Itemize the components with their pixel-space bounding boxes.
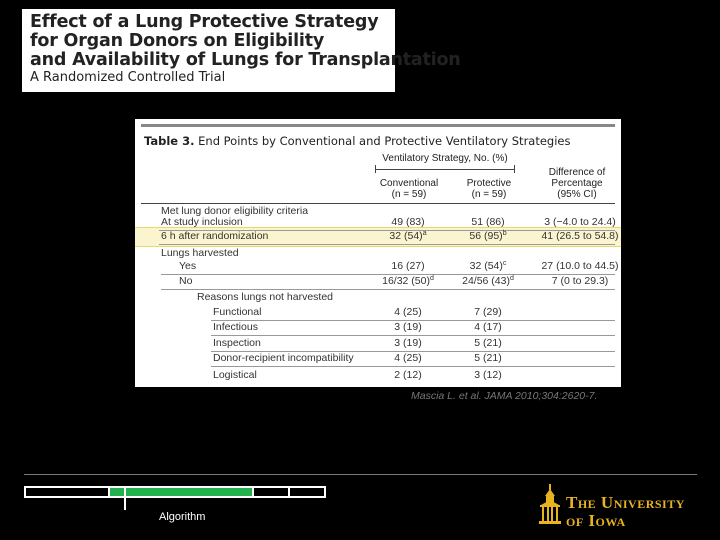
- nav-segment-3[interactable]: [252, 486, 290, 498]
- nav-segment-4[interactable]: [288, 486, 326, 498]
- row-cell-c3: 41 (26.5 to 54.8): [541, 230, 619, 242]
- cell-value: 3 (19): [394, 337, 422, 349]
- cell-value: 56 (95): [469, 230, 503, 242]
- results-table: [135, 119, 621, 387]
- cell-value: 4 (25): [394, 306, 422, 318]
- footnote-marker: a: [422, 230, 427, 237]
- row-label: No: [179, 275, 193, 287]
- article-title-line-3: and Availability of Lungs for Transplantation: [30, 50, 461, 70]
- cell-value: 7 (29): [474, 306, 502, 318]
- logo-text-line1: The University: [566, 493, 685, 512]
- article-title-panel: [22, 9, 461, 92]
- table-row: [135, 291, 621, 304]
- row-cell-c3: 7 (0 to 29.3): [551, 275, 609, 287]
- row-rule: [211, 335, 615, 336]
- row-rule: [159, 244, 615, 245]
- row-label: Infectious: [213, 321, 258, 333]
- row-cell-c3: 3 (−4.0 to 24.4): [544, 216, 616, 228]
- old-capitol-icon: [538, 484, 562, 526]
- table-row: [135, 260, 621, 273]
- col-header-difference: [539, 167, 615, 200]
- footer-divider: [24, 474, 697, 475]
- header-rule: [141, 203, 615, 204]
- cell-value: 16/32 (50): [382, 275, 430, 287]
- cell-value: 32 (54): [469, 260, 503, 272]
- row-label: 6 h after randomization: [161, 230, 269, 242]
- cell-value: 3 (19): [394, 321, 422, 333]
- col-header-protective-name: Protective: [466, 178, 512, 189]
- row-cell-c2: [453, 216, 523, 228]
- col-header-conventional: [371, 178, 447, 200]
- row-cell-c3: 27 (10.0 to 44.5): [541, 260, 619, 272]
- row-label: Donor-recipient incompatibility: [213, 352, 354, 364]
- row-label: Met lung donor eligibility criteria: [161, 205, 309, 217]
- row-label: Yes: [179, 260, 197, 272]
- row-rule: [161, 289, 615, 290]
- footnote-marker: b: [502, 230, 507, 237]
- row-cell-c2: [453, 337, 523, 349]
- row-cell-c2: [453, 275, 523, 287]
- nav-segment-algorithm-active[interactable]: [108, 486, 254, 498]
- table-row: [135, 275, 621, 288]
- cell-value: 51 (86): [471, 216, 505, 228]
- row-label: Functional: [213, 306, 262, 318]
- cell-value: 4 (25): [394, 352, 422, 364]
- nav-segment-1[interactable]: [24, 486, 110, 498]
- table-title: [144, 134, 571, 148]
- cell-value: 24/56 (43): [462, 275, 510, 287]
- logo-text-line2: of Iowa: [566, 511, 626, 530]
- col-header-difference-line1: Difference of: [548, 167, 606, 178]
- table-row: [135, 369, 621, 382]
- row-label: Logistical: [213, 369, 257, 381]
- nav-position-marker: [124, 488, 126, 510]
- footnote-marker: c: [502, 260, 507, 267]
- row-cell-c1: [373, 216, 443, 228]
- row-cell-c2: [453, 369, 523, 381]
- row-rule: [211, 366, 615, 367]
- cell-value: 32 (54): [389, 230, 423, 242]
- row-cell-c1: [373, 337, 443, 349]
- col-header-difference-line2: Percentage: [551, 178, 603, 189]
- cell-value: 5 (21): [474, 352, 502, 364]
- cell-value: 5 (21): [474, 337, 502, 349]
- row-label: Reasons lungs not harvested: [197, 291, 334, 303]
- table-row: [135, 230, 621, 243]
- row-label: Lungs harvested: [161, 247, 239, 259]
- row-cell-c1: [373, 369, 443, 381]
- article-subtitle: A Randomized Controlled Trial: [30, 70, 226, 85]
- col-header-conventional-n: (n = 59): [391, 189, 427, 200]
- col-header-conventional-name: Conventional: [379, 178, 439, 189]
- row-label: Inspection: [213, 337, 261, 349]
- table-row: [135, 306, 621, 319]
- group-header: Ventilatory Strategy, No. (%): [382, 153, 508, 164]
- cell-value: 49 (83): [391, 216, 425, 228]
- cell-value: 16 (27): [391, 260, 425, 272]
- row-cell-c1: [373, 321, 443, 333]
- row-cell-c1: [373, 260, 443, 272]
- row-cell-c2: [453, 321, 523, 333]
- col-header-protective-n: (n = 59): [471, 189, 507, 200]
- university-logo: [538, 484, 698, 528]
- cell-value: 3 (12): [474, 369, 502, 381]
- table-top-rule: [141, 124, 615, 127]
- cell-value: 2 (12): [394, 369, 422, 381]
- table-title-label: Table 3.: [144, 134, 195, 148]
- group-header-rule: [375, 169, 515, 170]
- row-cell-c1: [373, 275, 443, 287]
- row-cell-c1: [373, 352, 443, 364]
- cell-value: 4 (17): [474, 321, 502, 333]
- table-row: [135, 321, 621, 334]
- row-cell-c2: [453, 352, 523, 364]
- table-row: [135, 337, 621, 350]
- table-row: [135, 247, 621, 260]
- table-title-text: End Points by Conventional and Protective Ventilatory Strategies: [194, 134, 571, 148]
- row-cell-c1: [373, 230, 443, 242]
- citation: Mascia L. et al. JAMA 2010;304:2620-7.: [411, 390, 598, 402]
- row-cell-c2: [453, 230, 523, 242]
- row-label: At study inclusion: [161, 216, 243, 228]
- row-cell-c1: [373, 306, 443, 318]
- footnote-marker: d: [509, 275, 514, 282]
- table-row: [135, 216, 621, 229]
- nav-label-algorithm: Algorithm: [159, 511, 206, 523]
- col-header-difference-line3: (95% CI): [557, 189, 597, 200]
- footnote-marker: d: [429, 275, 434, 282]
- col-header-protective: [453, 178, 525, 200]
- article-title-line-1: Effect of a Lung Protective Strategy: [30, 12, 379, 32]
- table-row: [135, 352, 621, 365]
- article-title-line-2: for Organ Donors on Eligibility: [30, 31, 325, 51]
- row-cell-c2: [453, 306, 523, 318]
- row-cell-c2: [453, 260, 523, 272]
